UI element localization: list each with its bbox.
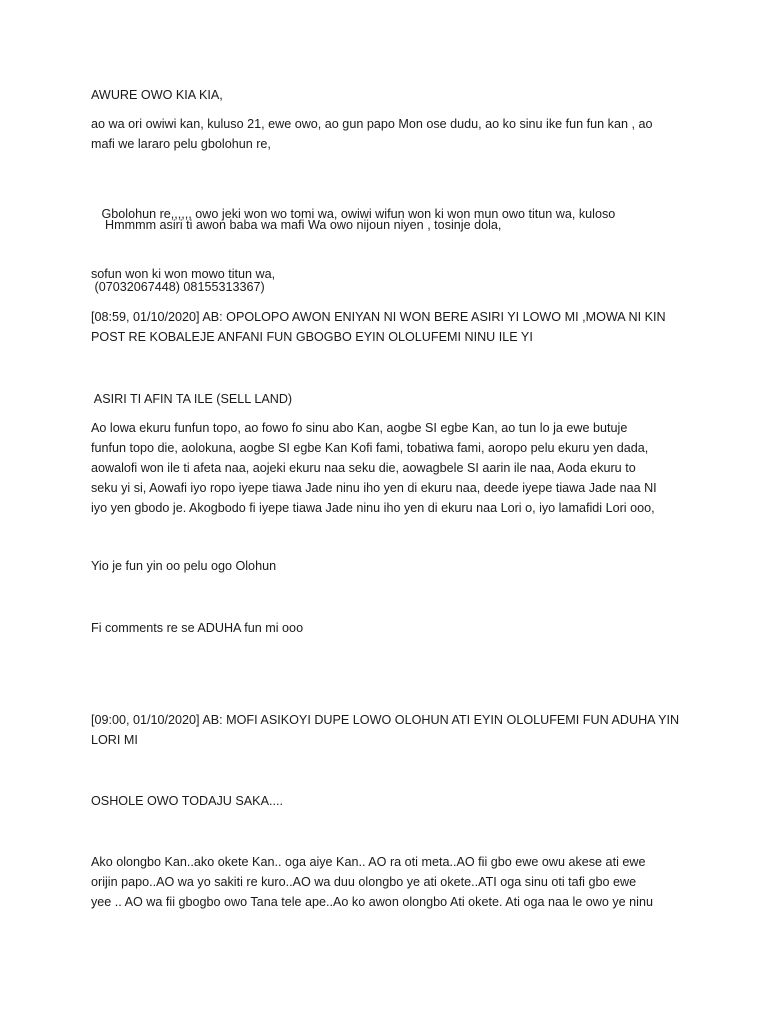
text-line: funfun topo die, aolokuna, aogbe SI egbe Kan Kofi fami, tobatiwa fami, aoropo pelu ekuru yen dada, [91, 441, 649, 455]
text-line: Fi comments re se ADUHA fun mi ooo [91, 621, 304, 635]
text-line: iyo yen gbodo je. Akogbodo fi iyepe tiawa Jade ninu iho yen di ekuru naa Lori o, iyo lamafidi Lori ooo, [91, 501, 655, 515]
paragraph-gbolohun [91, 164, 681, 324]
paragraph-sell-land-instructions [91, 418, 681, 518]
paragraph-yio-je [91, 556, 681, 576]
text-line: ao wa ori owiwi kan, kuluso 21, ewe owo, ao gun papo Mon ose dudu, ao ko sinu ike fun fun kan , ao [91, 117, 653, 131]
heading-sell-land [91, 389, 681, 409]
message-0900 [91, 710, 681, 750]
paragraph-fi-comments [91, 618, 681, 638]
text-line: [09:00, 01/10/2020] AB: MOFI ASIKOYI DUPE LOWO OLOHUN ATI EYIN OLOLUFEMI FUN ADUHA YIN [91, 713, 680, 727]
text-line: sofun won ki won mowo titun wa, [91, 267, 276, 281]
phone-numbers [91, 277, 681, 297]
paragraph-oshole-instructions [91, 852, 681, 912]
text-line: orijin papo..AO wa yo sakiti re kuro..AO wa duu olongbo ye ati okete..ATI oga sinu oti tafi gbo ewe [91, 875, 637, 889]
paragraph-ingredients [91, 114, 681, 154]
text-line: (07032067448) 08155313367) [91, 280, 265, 294]
text-line: seku yi si, Aowafi iyo ropo iyepe tiawa Jade ninu iho yen di ekuru naa, deede iyepe tiawa Jade naa NI [91, 481, 657, 495]
text-line: mafi we lararo pelu gbolohun re, [91, 137, 271, 151]
text-line: Ako olongbo Kan..ako okete Kan.. oga aiye Kan.. AO ra oti meta..AO fii gbo ewe owu akese ati ewe [91, 855, 646, 869]
text-line: POST RE KOBALEJE ANFANI FUN GBOGBO EYIN OLOLUFEMI NINU ILE YI [91, 330, 533, 344]
text-line: ASIRI TI AFIN TA ILE (SELL LAND) [91, 392, 293, 406]
text-line: yee .. AO wa fii gbogbo owo Tana tele ape..Ao ko awon olongbo Ati okete. Ati oga naa le owo ye ninu [91, 895, 653, 909]
text-line: AWURE OWO KIA KIA, [91, 88, 223, 102]
text-line: Ao lowa ekuru funfun topo, ao fowo fo sinu abo Kan, aogbe SI egbe Kan, ao tun lo ja ewe butuje [91, 421, 628, 435]
text-line: aowalofi won ile ti afeta naa, aojeki ekuru naa seku die, aowagbele SI aarin ile naa, Aoda ekuru to [91, 461, 636, 475]
message-0859 [91, 307, 681, 347]
heading-awure-owo [91, 85, 681, 105]
text-line: [08:59, 01/10/2020] AB: OPOLOPO AWON ENIYAN NI WON BERE ASIRI YI LOWO MI ,MOWA NI KIN [91, 310, 666, 324]
text-line: Yio je fun yin oo pelu ogo Olohun [91, 559, 277, 573]
text-line: Hmmmm asiri ti awon baba wa mafi Wa owo nijoun niyen , tosinje dola, [91, 218, 502, 232]
heading-oshole-owo [91, 791, 681, 811]
text-line: LORI MI [91, 733, 138, 747]
text-line: OSHOLE OWO TODAJU SAKA.... [91, 794, 283, 808]
text-line: Gbolohun re,,,,,, owo jeki won wo tomi wa, owiwi wifun won ki won mun owo titun wa, kuloso [91, 207, 616, 221]
paragraph-hmmmm [91, 215, 681, 235]
